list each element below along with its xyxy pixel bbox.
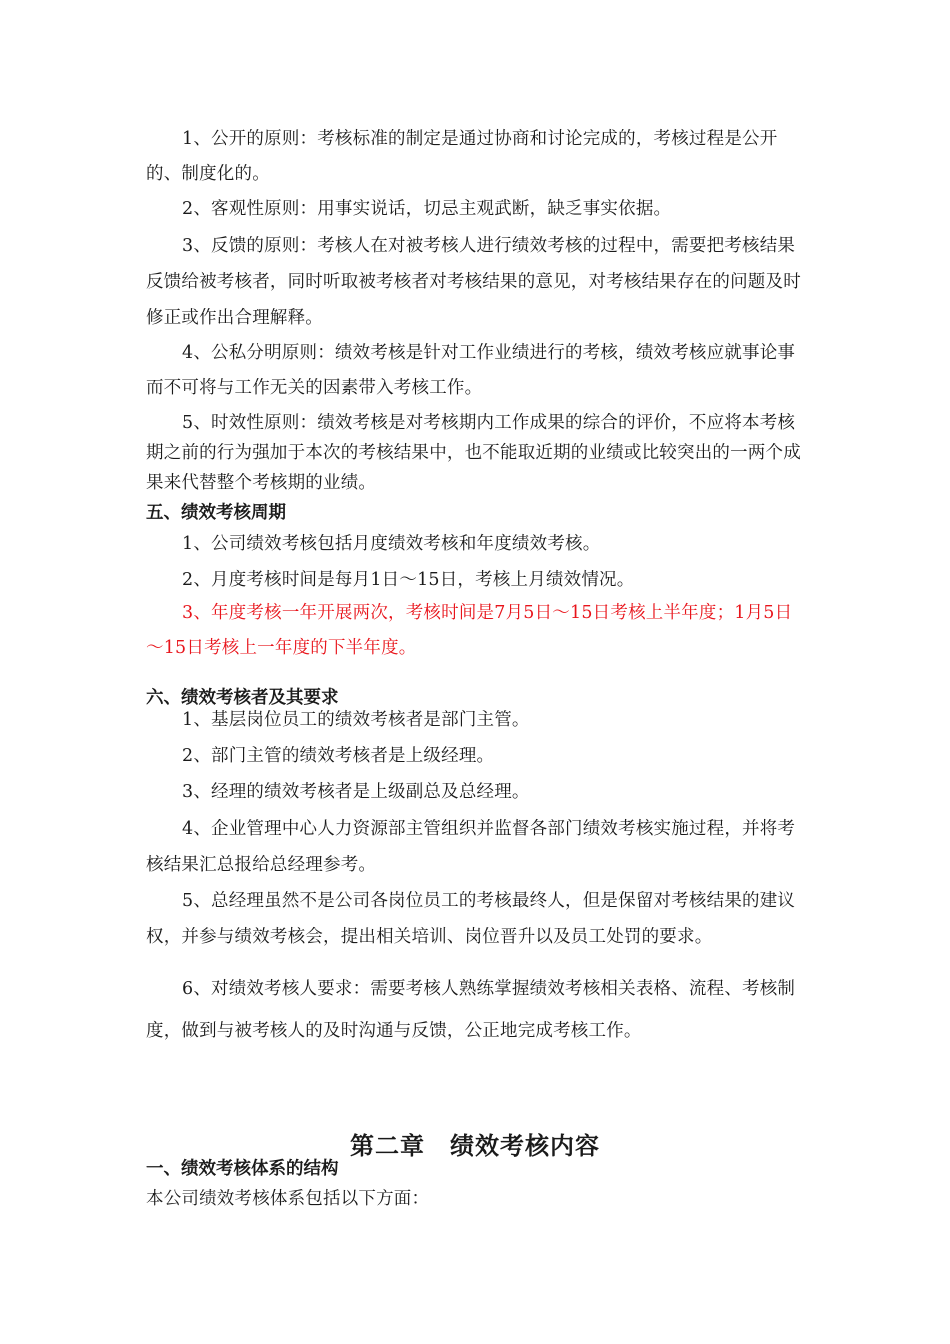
principle-objective: 2、客观性原则：用事实说话，切忌主观武断，缺乏事实依据。 xyxy=(182,199,672,219)
principle-timeliness: 5、时效性原则：绩效考核是对考核期内工作成果的综合的评价，不应将本考核期之前的行为强加于本次的考核结果中，也不能取近期的业绩或比较突出的一两个成果来代替整个考核期的业绩。 xyxy=(146,413,801,493)
section6-item5: 5、总经理虽然不是公司各岗位员工的考核最终人，但是保留对考核结果的建议权，并参与绩效考核会，提出相关培训、岗位晋升以及员工处罚的要求。 xyxy=(146,891,796,947)
section6-item1: 1、基层岗位员工的绩效考核者是部门主管。 xyxy=(182,710,530,730)
section5-item3-highlight: 3、年度考核一年开展两次，考核时间是7月5日～15日考核上半年度；1月5日～15日考核上一年度的下半年度。 xyxy=(146,603,793,658)
principle-impartial: 4、公私分明原则：绩效考核是针对工作业绩进行的考核，绩效考核应就事论事而不可将与工作无关的因素带入考核工作。 xyxy=(146,343,796,398)
section5-heading: 五、绩效考核周期 xyxy=(146,503,286,523)
chapter-title: 第二章 绩效考核内容 xyxy=(350,1131,600,1160)
section6-heading: 六、绩效考核者及其要求 xyxy=(146,688,339,708)
section5-item2: 2、月度考核时间是每月1日～15日，考核上月绩效情况。 xyxy=(182,570,635,590)
principle-open: 1、公开的原则：考核标准的制定是通过协商和讨论完成的，考核过程是公开的、制度化的。 xyxy=(146,129,778,184)
section6-item4: 4、企业管理中心人力资源部主管组织并监督各部门绩效考核实施过程，并将考核结果汇总报给总经理参考。 xyxy=(146,819,796,875)
chapter2-intro: 本公司绩效考核体系包括以下方面： xyxy=(146,1189,430,1209)
principle-feedback: 3、反馈的原则：考核人在对被考核人进行绩效考核的过程中，需要把考核结果反馈给被考核者，同时听取被考核者对考核结果的意见，对考核结果存在的问题及时修正或作出合理解释。 xyxy=(146,236,801,328)
section6-item2: 2、部门主管的绩效考核者是上级经理。 xyxy=(182,746,495,766)
section6-item6: 6、对绩效考核人要求：需要考核人熟练掌握绩效考核相关表格、流程、考核制度，做到与被考核人的及时沟通与反馈，公正地完成考核工作。 xyxy=(146,979,796,1041)
section5-item1: 1、公司绩效考核包括月度绩效考核和年度绩效考核。 xyxy=(182,534,601,554)
chapter2-heading1: 一、绩效考核体系的结构 xyxy=(146,1159,339,1179)
section6-item3: 3、经理的绩效考核者是上级副总及总经理。 xyxy=(182,782,530,802)
